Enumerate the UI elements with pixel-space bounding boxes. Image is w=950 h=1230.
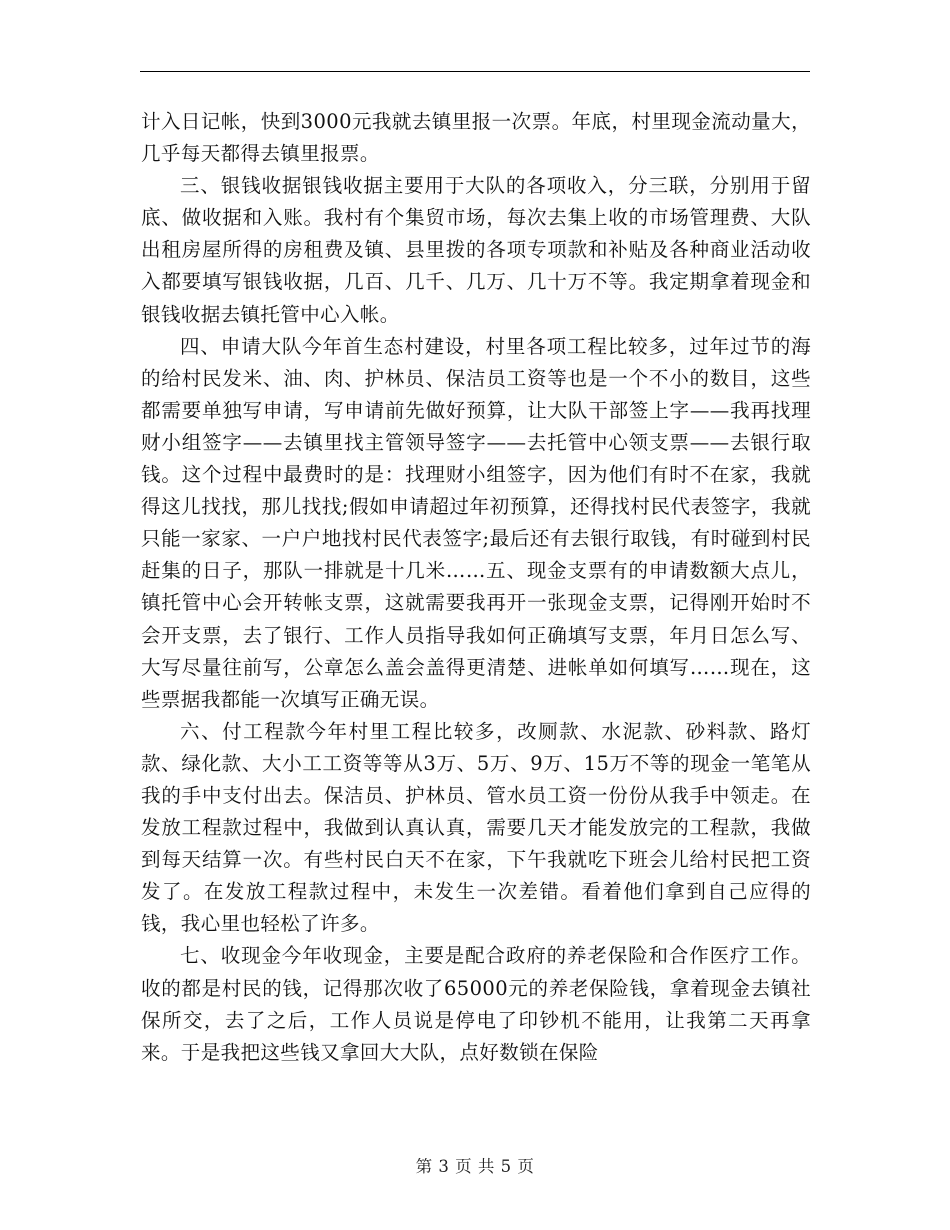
document-body — [141, 106, 811, 1069]
paragraph-project-payment: 六、付工程款今年村里工程比较多，改厕款、水泥款、砂料款、路灯款、绿化款、大小工工资等等从3万、5万、9万、15万不等的现金一笔笔从我的手中支付出去。保洁员、护林员、管水员工资一份份从我手中领走。在发放工程款过程中，我做到认真认真，需要几天才能发放完的工程款，我做到每天结算一次。有些村民白天不在家，下午我就吃下班会儿给村民把工资发了。在发放工程款过程中，未发生一次差错。看着他们拿到自己应得的钱，我心里也轻松了许多。 — [141, 719, 811, 936]
paragraph-silver-receipt: 三、银钱收据银钱收据主要用于大队的各项收入，分三联，分别用于留底、做收据和入账。我村有个集贸市场，每次去集上收的市场管理费、大队出租房屋所得的房租费及镇、县里拨的各项专项款和补贴及各种商业活动收入都要填写银钱收据，几百、几千、几万、几十万不等。我定期拿着现金和银钱收据去镇托管中心入帐。 — [141, 174, 811, 326]
paragraph-application: 四、申请大队今年首生态村建设，村里各项工程比较多，过年过节的海的给村民发米、油、肉、护林员、保洁员工资等也是一个不小的数目，这些都需要单独写申请，写申请前先做好预算，让大队干部签上字——我再找理财小组签字——去镇里找主管领导签字——去托管中心领支票——去银行取钱。这个过程中最费时的是：找理财小组签字，因为他们有时不在家，我就得这儿找找，那儿找找;假如申请超过年初预算，还得找村民代表签字，我就只能一家家、一户户地找村民代表签字;最后还有去银行取钱，有时碰到村民赶集的日子，那队一排就是十几米……五、现金支票有的申请数额大点儿，镇托管中心会开转帐支票，这就需要我再开一张现金支票，记得刚开始时不会开支票，去了银行、工作人员指导我如何正确填写支票，年月日怎么写、大写尽量往前写，公章怎么盖会盖得更清楚、进帐单如何填写……现在，这些票据我都能一次填写正确无误。 — [141, 334, 811, 711]
paragraph-cash-collection: 七、收现金今年收现金，主要是配合政府的养老保险和合作医疗工作。收的都是村民的钱，记得那次收了65000元的养老保险钱，拿着现金去镇社保所交，去了之后，工作人员说是停电了印钞机不能用，让我第二天再拿来。于是我把这些钱又拿回大大队，点好数锁在保险 — [141, 944, 811, 1064]
page-footer: 第 3 页 共 5 页 — [415, 1157, 535, 1176]
paragraph-continuation: 计入日记帐，快到3000元我就去镇里报一次票。年底，村里现金流动量大，几乎每天都得去镇里报票。 — [141, 110, 811, 166]
header-rule — [140, 71, 810, 72]
